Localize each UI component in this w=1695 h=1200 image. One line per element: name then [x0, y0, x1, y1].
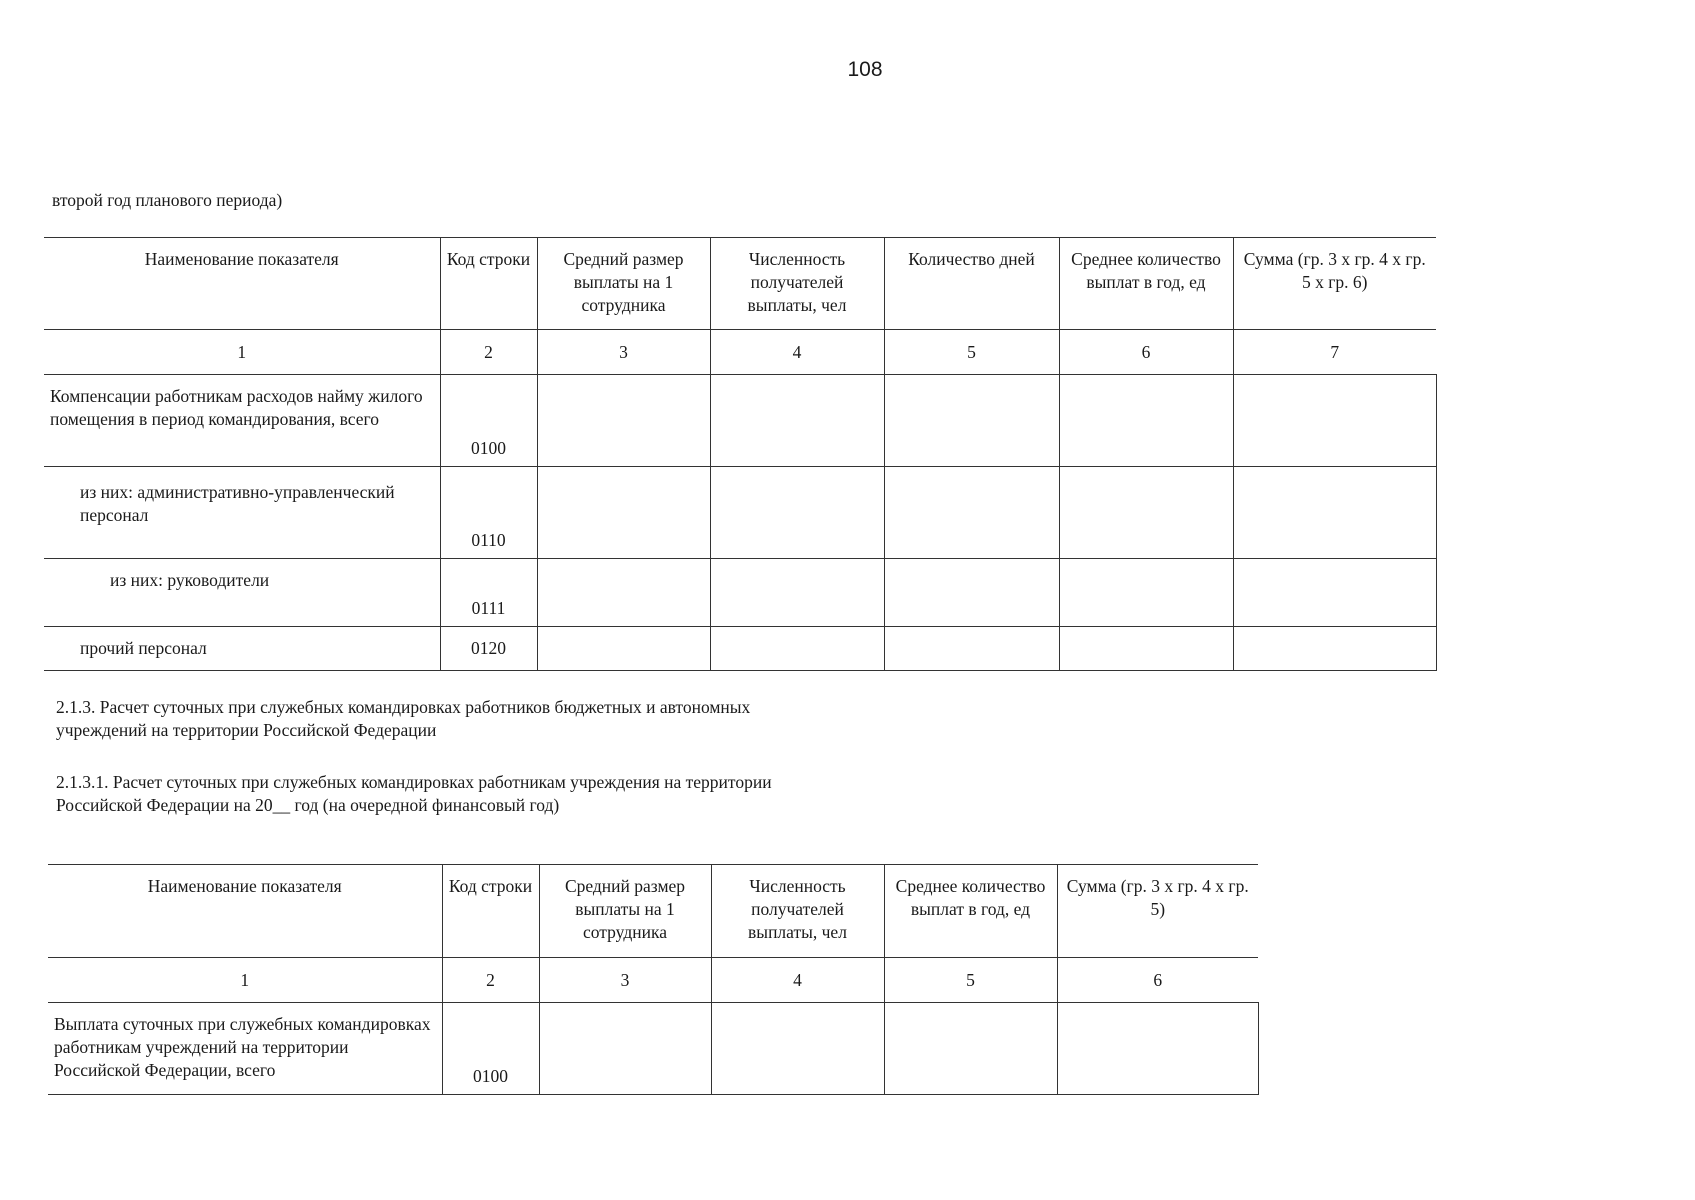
col-number: 2: [440, 330, 537, 375]
table-row: [44, 467, 1436, 559]
table-per-diem: [48, 864, 1259, 1095]
table1-header-row: [44, 238, 1436, 330]
cell-empty: [711, 1003, 884, 1095]
row-name: из них: административно-управленческий персонал: [44, 467, 440, 559]
header-row-code: Код строки: [440, 238, 537, 330]
cell-empty: [537, 375, 710, 467]
row-code: 0120: [440, 627, 537, 671]
header-recipients-count: Численность получателей выплаты, чел: [711, 865, 884, 958]
cell-empty: [1233, 559, 1436, 627]
col-number: 5: [884, 330, 1059, 375]
cell-empty: [884, 467, 1059, 559]
table2-column-numbers: [48, 958, 1258, 1003]
table-row: [44, 627, 1436, 671]
cell-empty: [539, 1003, 711, 1095]
cell-empty: [1059, 627, 1233, 671]
cell-empty: [537, 627, 710, 671]
cell-empty: [884, 375, 1059, 467]
cell-empty: [710, 559, 884, 627]
page-number: 108: [847, 58, 883, 81]
row-name: прочий персонал: [44, 627, 440, 671]
col-number: 6: [1057, 958, 1258, 1003]
cell-empty: [1233, 375, 1436, 467]
section-heading-2-1-3-1: 2.1.3.1. Расчет суточных при служебных командировках работникам учреждения на территории Российской Федерации на 20__ год (на очередной финансовый год): [56, 772, 772, 816]
header-sum: Сумма (гр. 3 х гр. 4 х гр. 5): [1057, 865, 1258, 958]
header-avg-payment: Средний размер выплаты на 1 сотрудника: [537, 238, 710, 330]
cell-empty: [537, 467, 710, 559]
cell-empty: [1059, 467, 1233, 559]
cell-empty: [710, 467, 884, 559]
header-avg-payments-per-year: Среднее количество выплат в год, ед: [884, 865, 1057, 958]
row-code: 0111: [440, 559, 537, 627]
cell-empty: [710, 627, 884, 671]
col-number: 4: [711, 958, 884, 1003]
cell-empty: [1057, 1003, 1258, 1095]
table1-column-numbers: [44, 330, 1436, 375]
cell-empty: [710, 375, 884, 467]
row-code: 0110: [440, 467, 537, 559]
row-code: 0100: [442, 1003, 539, 1095]
cell-empty: [1233, 467, 1436, 559]
row-code: 0100: [440, 375, 537, 467]
header-recipients-count: Численность получателей выплаты, чел: [710, 238, 884, 330]
table-row: [48, 1003, 1258, 1095]
col-number: 6: [1059, 330, 1233, 375]
col-number: 3: [539, 958, 711, 1003]
col-number: 5: [884, 958, 1057, 1003]
col-number: 1: [44, 330, 440, 375]
header-indicator-name: Наименование показателя: [48, 865, 442, 958]
cell-empty: [1059, 375, 1233, 467]
table-accommodation-compensation: [44, 237, 1437, 671]
header-row-code: Код строки: [442, 865, 539, 958]
header-avg-payment: Средний размер выплаты на 1 сотрудника: [539, 865, 711, 958]
table-row: [44, 375, 1436, 467]
row-name: Выплата суточных при служебных командировках работникам учреждений на территории Российской Федерации, всего: [48, 1003, 442, 1095]
row-name: из них: руководители: [44, 559, 440, 627]
col-number: 7: [1233, 330, 1436, 375]
table1-caption: второй год планового периода): [52, 190, 283, 210]
col-number: 3: [537, 330, 710, 375]
table2-header-row: [48, 865, 1258, 958]
section-heading-2-1-3: 2.1.3. Расчет суточных при служебных командировках работников бюджетных и автономных учреждений на территории Российской Федерации: [56, 697, 751, 741]
header-sum: Сумма (гр. 3 х гр. 4 х гр. 5 х гр. 6): [1233, 238, 1436, 330]
cell-empty: [1059, 559, 1233, 627]
header-indicator-name: Наименование показателя: [44, 238, 440, 330]
cell-empty: [884, 559, 1059, 627]
header-days-count: Количество дней: [884, 238, 1059, 330]
row-name: Компенсации работникам расходов найму жилого помещения в период командирования, всего: [44, 375, 440, 467]
col-number: 2: [442, 958, 539, 1003]
cell-empty: [884, 1003, 1057, 1095]
cell-empty: [537, 559, 710, 627]
col-number: 1: [48, 958, 442, 1003]
header-avg-payments-per-year: Среднее количество выплат в год, ед: [1059, 238, 1233, 330]
col-number: 4: [710, 330, 884, 375]
cell-empty: [884, 627, 1059, 671]
cell-empty: [1233, 627, 1436, 671]
table-row: [44, 559, 1436, 627]
